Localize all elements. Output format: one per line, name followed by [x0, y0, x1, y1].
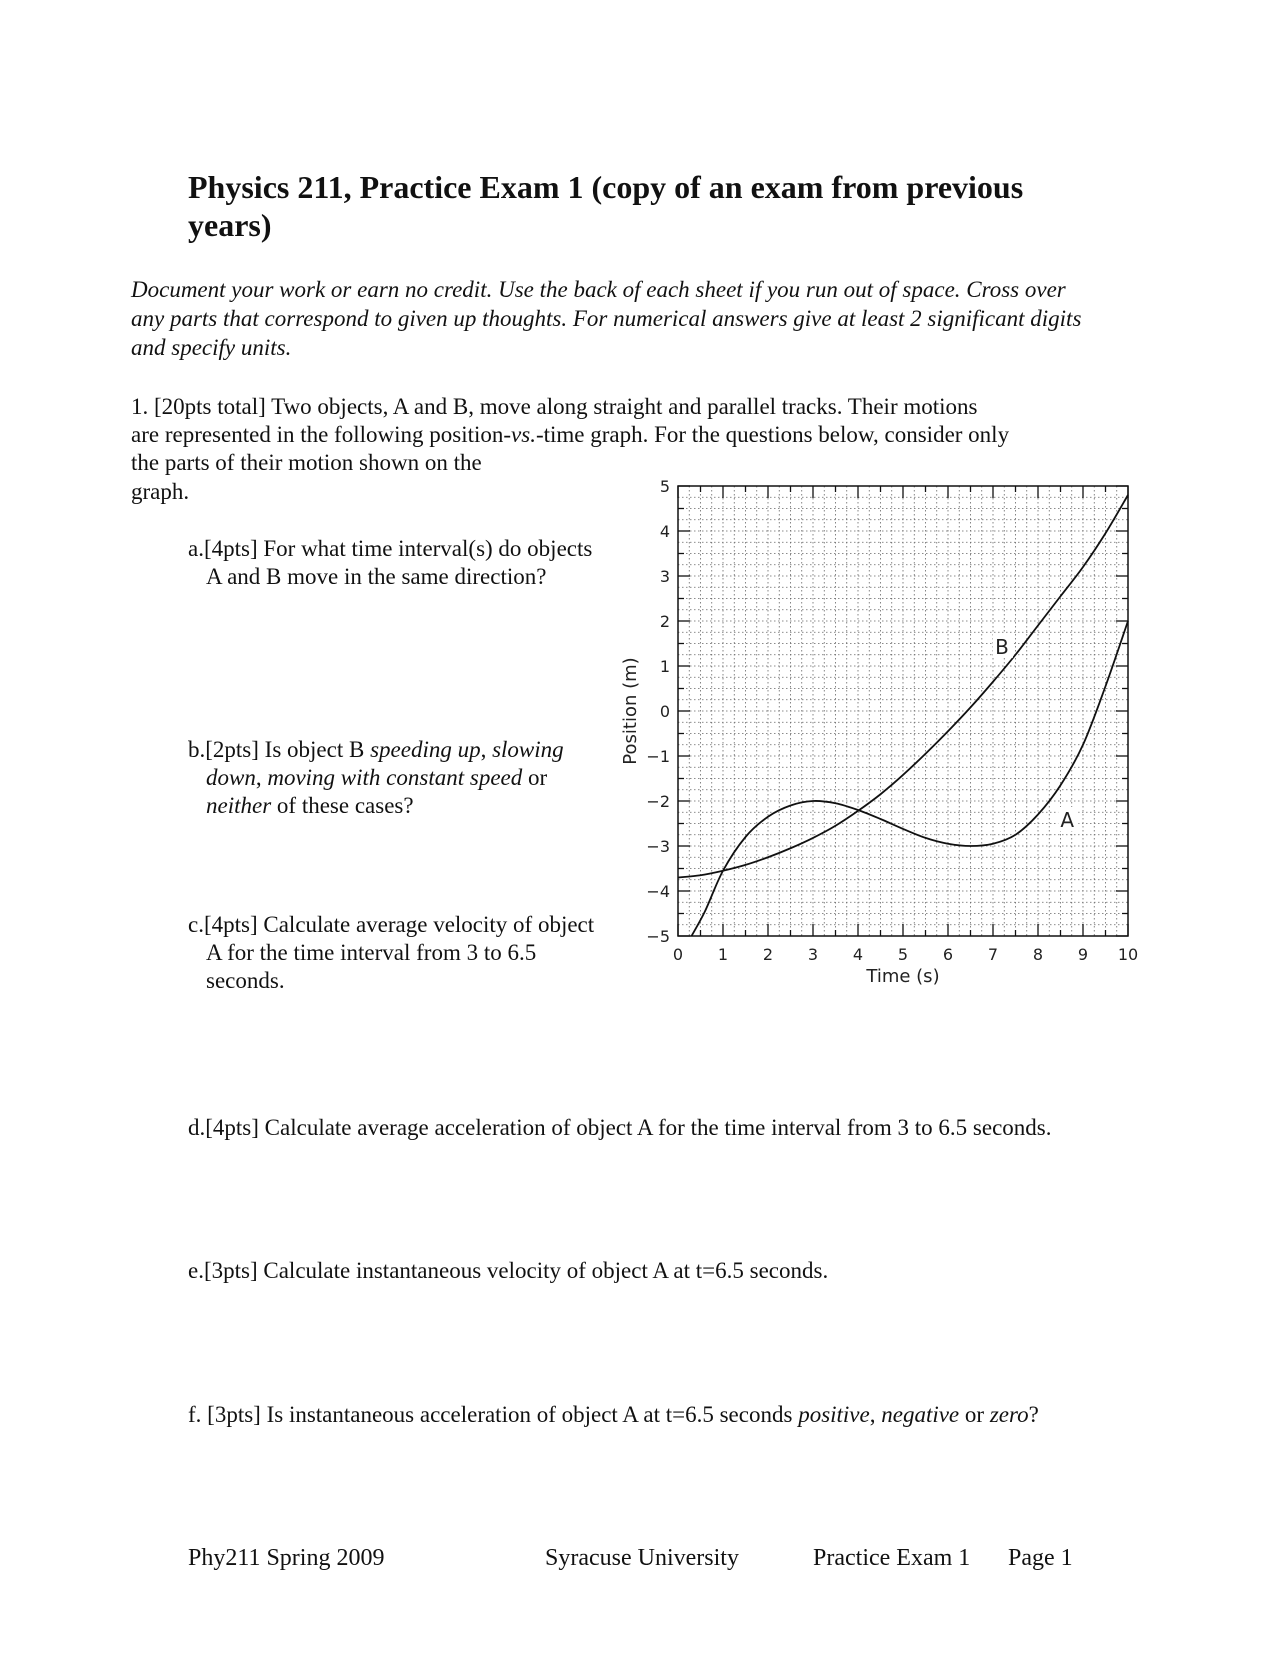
x-tick-label: 6	[942, 945, 954, 964]
part-c-text: Calculate average velocity of object A for the time interval from 3 to 6.5 seconds.	[206, 912, 595, 993]
part-b-option-constant-speed: moving with constant speed	[267, 765, 523, 790]
part-e	[188, 1257, 1106, 1285]
part-f-option-zero: zero	[989, 1402, 1029, 1427]
x-tick-label: 4	[852, 945, 864, 964]
part-d-label: d.[4pts]	[188, 1115, 259, 1140]
curve-label-b: B	[995, 634, 1009, 659]
part-b-option-neither: neither	[206, 793, 272, 818]
x-tick-label: 10	[1117, 945, 1139, 964]
y-tick-label: 4	[659, 522, 670, 541]
x-tick-label: 0	[672, 945, 684, 964]
question-1-line2	[131, 421, 1131, 449]
part-b-text-5: of these cases?	[271, 793, 414, 818]
x-tick-label: 1	[717, 945, 729, 964]
part-c	[188, 911, 606, 995]
part-f-option-negative: negative	[881, 1402, 960, 1427]
x-axis-label: Time (s)	[866, 966, 940, 987]
part-f-text-4: ?	[1028, 1402, 1039, 1427]
footer-course: Phy211 Spring 2009	[188, 1545, 385, 1571]
part-b-text-1: Is object B	[258, 737, 371, 762]
x-tick-label: 5	[897, 945, 909, 964]
y-tick-label: 1	[659, 657, 670, 676]
footer-exam: Practice Exam 1	[813, 1545, 971, 1571]
q1-line2-a: are represented in the following position-	[131, 422, 512, 447]
question-1-line4: graph.	[131, 479, 190, 504]
q1-line2-vs: vs.	[511, 422, 536, 447]
x-tick-label: 2	[762, 945, 774, 964]
part-f-text-1: Is instantaneous acceleration of object A at t=6.5 seconds	[260, 1402, 799, 1427]
question-1-line1: 1. [20pts total] Two objects, A and B, move along straight and parallel tracks. Their motions	[131, 394, 978, 419]
part-a-label: a.[4pts]	[188, 536, 258, 561]
footer-page: Page 1	[1008, 1545, 1073, 1571]
part-a-text: For what time interval(s) do objects A and B move in the same direction?	[206, 536, 593, 589]
x-tick-label: 9	[1077, 945, 1089, 964]
curve-label-a: A	[1060, 808, 1075, 832]
y-tick-label: 0	[659, 702, 670, 721]
x-tick-label: 7	[987, 945, 999, 964]
part-c-label: c.[4pts]	[188, 912, 258, 937]
position-time-chart	[620, 470, 1140, 990]
part-f-text-2: ,	[869, 1402, 882, 1427]
part-b-label: b.[2pts]	[188, 737, 259, 762]
y-tick-label: −1	[646, 747, 670, 766]
part-a	[188, 535, 606, 591]
part-b-option-slowing-down: slowing down	[206, 737, 564, 790]
part-e-label: e.[3pts]	[188, 1258, 258, 1283]
x-tick-label: 8	[1032, 945, 1044, 964]
y-axis-label: Position (m)	[620, 657, 641, 765]
part-b-option-speeding-up: speeding up	[370, 737, 481, 762]
question-1-intro	[131, 393, 1131, 449]
part-b-text-4: or	[522, 765, 548, 790]
q1-line2-b: -time graph. For the questions below, consider only	[535, 422, 1010, 447]
y-tick-label: −2	[646, 792, 670, 811]
part-f-text-3: or	[959, 1402, 990, 1427]
part-e-text: Calculate instantaneous velocity of object A at t=6.5 seconds.	[257, 1258, 829, 1283]
y-tick-label: 5	[659, 477, 670, 496]
x-tick-label: 3	[807, 945, 819, 964]
part-b	[188, 736, 606, 820]
y-tick-label: −4	[646, 882, 670, 901]
y-tick-label: 3	[659, 567, 670, 586]
part-f-label: f. [3pts]	[188, 1402, 261, 1427]
page-title: Physics 211, Practice Exam 1 (copy of an exam from previous years)	[188, 169, 1024, 243]
part-f-option-positive: positive	[798, 1402, 870, 1427]
part-b-text-3: ,	[255, 765, 268, 790]
y-tick-label: −5	[646, 927, 670, 946]
y-tick-label: 2	[659, 612, 670, 631]
question-1-line3: the parts of their motion shown on the	[131, 450, 482, 475]
part-d	[188, 1114, 1106, 1142]
instructions: Document your work or earn no credit. Use the back of each sheet if you run out of space. Cross over any parts that correspond to given up thoughts. For numerical answers give at least 2 significant digits and specify units.	[131, 277, 1082, 360]
footer-university: Syracuse University	[545, 1545, 739, 1571]
part-b-text-2: ,	[480, 737, 493, 762]
part-f	[188, 1401, 1106, 1429]
y-tick-label: −3	[646, 837, 670, 856]
part-d-text: Calculate average acceleration of object A for the time interval from 3 to 6.5 seconds.	[258, 1115, 1052, 1140]
